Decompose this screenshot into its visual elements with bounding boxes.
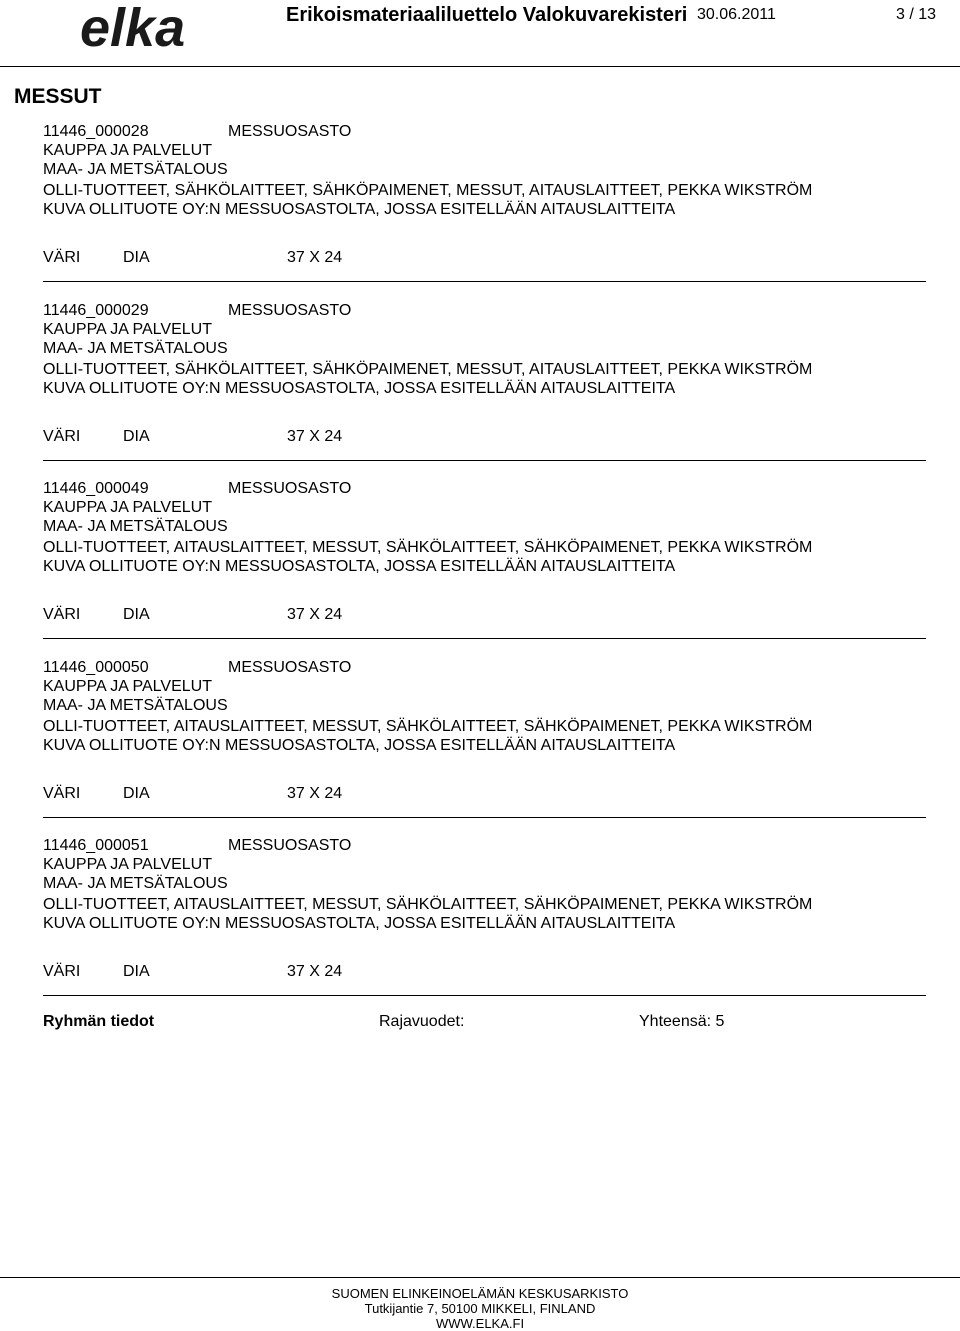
record-category: MAA- JA METSÄTALOUS [43,339,228,357]
record-category: MAA- JA METSÄTALOUS [43,875,228,892]
page-footer [0,1286,960,1331]
record-category: MAA- JA METSÄTALOUS [43,696,228,714]
record-id: 11446_000028 [43,123,149,140]
record-size: 37 X 24 [287,784,343,802]
record-medium: DIA [123,784,150,802]
footer-divider [0,1277,960,1278]
record-medium: DIA [123,249,150,266]
record-color: VÄRI [43,784,81,802]
record-category: MAA- JA METSÄTALOUS [43,518,228,535]
record-type: MESSUOSASTO [228,301,352,319]
record-category: KAUPPA JA PALVELUT [43,499,212,516]
record-item [0,475,960,654]
record-keywords: OLLI-TUOTTEET, SÄHKÖLAITTEET, SÄHKÖPAIMENET, MESSUT, AITAUSLAITTEET, PEKKA WIKSTRÖM [43,360,813,378]
record-keywords: OLLI-TUOTTEET, AITAUSLAITTEET, MESSUT, SÄHKÖLAITTEET, SÄHKÖPAIMENET, PEKKA WIKSTRÖM [43,539,813,556]
record-description: KUVA OLLITUOTE OY:N MESSUOSASTOLTA, JOSSA ESITELLÄÄN AITAUSLAITTEITA [43,558,676,575]
record-item [0,832,960,1011]
summary-year-bounds: Rajavuodet: [379,1013,465,1030]
record-category: KAUPPA JA PALVELUT [43,142,212,159]
record-medium: DIA [123,963,150,980]
document-title: Erikoismateriaaliluettelo Valokuvarekisteri [286,4,688,26]
record-id: 11446_000051 [43,837,149,854]
document-date: 30.06.2011 [697,6,776,23]
section-title: MESSUT [14,85,102,108]
footer-address: Tutkijantie 7, 50100 MIKKELI, FINLAND [364,1301,596,1316]
record-type: MESSUOSASTO [228,658,352,676]
elka-logo [78,0,200,56]
record-color: VÄRI [43,427,81,445]
record-type: MESSUOSASTO [228,123,352,140]
record-category: KAUPPA JA PALVELUT [43,677,212,695]
elka-logo-text: elka [80,0,186,56]
record-description: KUVA OLLITUOTE OY:N MESSUOSASTOLTA, JOSSA ESITELLÄÄN AITAUSLAITTEITA [43,915,676,932]
record-divider [43,995,926,996]
record-divider [43,638,926,639]
record-item [0,654,960,833]
record-color: VÄRI [43,963,81,980]
record-category: KAUPPA JA PALVELUT [43,320,212,338]
header-divider [0,66,960,67]
record-type: MESSUOSASTO [228,480,352,497]
record-keywords: OLLI-TUOTTEET, AITAUSLAITTEET, MESSUT, SÄHKÖLAITTEET, SÄHKÖPAIMENET, PEKKA WIKSTRÖM [43,717,813,735]
footer-website: WWW.ELKA.FI [435,1316,525,1331]
page-header [0,0,960,60]
record-size: 37 X 24 [287,427,343,445]
record-description: KUVA OLLITUOTE OY:N MESSUOSASTOLTA, JOSSA ESITELLÄÄN AITAUSLAITTEITA [43,736,676,754]
record-keywords: OLLI-TUOTTEET, SÄHKÖLAITTEET, SÄHKÖPAIMENET, MESSUT, AITAUSLAITTEET, PEKKA WIKSTRÖM [43,182,813,199]
record-description: KUVA OLLITUOTE OY:N MESSUOSASTOLTA, JOSSA ESITELLÄÄN AITAUSLAITTEITA [43,379,676,397]
record-category: MAA- JA METSÄTALOUS [43,161,228,178]
record-medium: DIA [123,606,150,623]
footer-organization: SUOMEN ELINKEINOELÄMÄN KESKUSARKISTO [331,1286,629,1301]
record-description: KUVA OLLITUOTE OY:N MESSUOSASTOLTA, JOSSA ESITELLÄÄN AITAUSLAITTEITA [43,201,676,218]
page-number: 3 / 13 [896,6,937,23]
record-divider [43,817,926,818]
record-keywords: OLLI-TUOTTEET, AITAUSLAITTEET, MESSUT, SÄHKÖLAITTEET, SÄHKÖPAIMENET, PEKKA WIKSTRÖM [43,896,813,913]
record-size: 37 X 24 [287,606,343,623]
record-list [0,118,960,1011]
summary-label: Ryhmän tiedot [43,1013,155,1030]
record-category: KAUPPA JA PALVELUT [43,856,212,873]
record-item [0,118,960,297]
record-id: 11446_000050 [43,658,149,676]
group-summary [43,1013,923,1035]
record-size: 37 X 24 [287,963,343,980]
record-item [0,297,960,476]
record-medium: DIA [123,427,150,445]
record-size: 37 X 24 [287,249,343,266]
summary-total: Yhteensä: 5 [639,1013,725,1030]
record-color: VÄRI [43,249,81,266]
record-type: MESSUOSASTO [228,837,352,854]
record-id: 11446_000049 [43,480,149,497]
record-color: VÄRI [43,606,81,623]
record-divider [43,281,926,282]
record-divider [43,460,926,461]
record-id: 11446_000029 [43,301,149,319]
